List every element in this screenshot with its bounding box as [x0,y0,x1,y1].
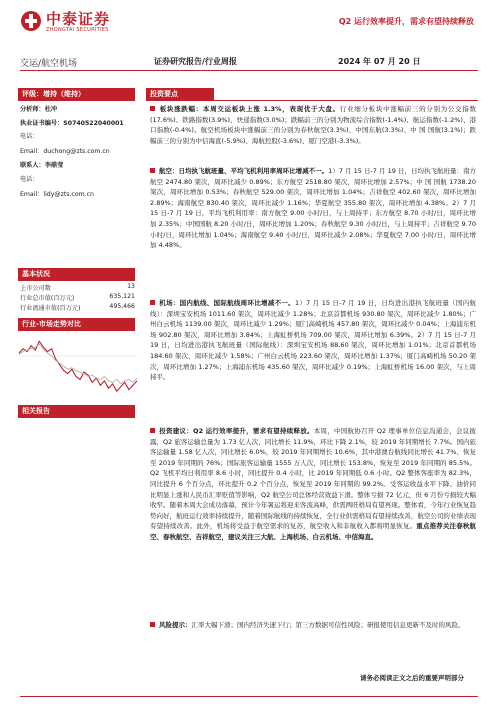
paragraph-airlines: 航空：日均执飞航班量、平均飞机利用率周环比增减不一。1）7 月 15 日-7 月 19 日，日均执飞航班量：南方航空 2474.80 架次，周环比减少 0.89%；东方航空 2518.80 架次，周环比增加 2.57%；中 国 国航 1738.20 架次，周环比增加 0.53%；春秋航空 529.00 架次，周环比增加 1.04%；吉祥航空 402.60 架次，周环比增加 2.89%；海南航空 830.40 架次，周环比减少 1.16%；华夏航空 355.80 架次，周环比增加 4.38%。2）7 月 15 日-7 月 19 日，平均飞机利用率：南方航空 9.00 小时/日，与上周持平；东方航空 8.70 小时/日，周环比增加 2.35%；中国国航 8.20 小时/日，周环比增加 1.20%；春秋航空 9.30 小时/日，与上周持平；吉祥航空 9.70 小时/日，周环比增加 1.04%；海南航空 9.40 小时/日，周环比减少 2.08%；华夏航空 7.00 小时/日，周环比增加 4.48%。 [150,167,476,250]
logo-text-cn: 中泰证券 [46,10,111,28]
report-type: 证券研究报告/行业周报 [154,57,237,66]
basic-info-bar: 基本状况 [18,268,135,281]
contact-name: 联系人：李鼎莹 [20,162,64,169]
rating-bar: 评级：增持（维持） [18,88,135,101]
header-divider [20,70,478,71]
bullet-square-icon [150,106,155,111]
bullet-square-icon [150,428,155,433]
industry-title: 交运/航空机场 [20,59,78,69]
footer-divider [20,696,478,697]
investment-points-rule [214,100,478,101]
company-logo [20,8,150,38]
paragraph-risk-warning: 风险提示：汇率大幅下滑；国内经济失速下行；第三方数据可信性风险；研报使用信息更新不及时的风险。 [150,620,476,631]
paragraph-airports: 机场：国内航线、国际航线周环比增减不一。1）7 月 15 日-7 月 19 日，日均进出港执飞航班量（国内航线）：深圳宝安机场 1011.60 架次，周环比减少 1.28%；北京首都机场 930.80 架次，周环比减少 1.80%；广州白云机场 1139.00 架次，周环比减少 1.29%；厦门高崎机场 457.80 架次，周环比减少 0.04%；上海浦东机场 902.80 架次，周环比增加 3.84%；上海虹桥机场 709.00 架次，周环比增加 6.39%。2）7 月 15 日-7 月 19 日，日均进出港执飞航班量（国际航线）：深圳宝安机场 88.60 架次，周环比增加 1.01%；北京首都机场 184.60 架次，周环比减少 1.58%；广州白云机场 223.60 架次，周环比增加 1.37%；厦门高崎机场 50.20 架次，周环比增加 1.27%；上海浦东机场 435.60 架次，周环比减少 0.19%；上海虹桥机场 16.00 架次，与上周持平。 [150,299,477,382]
contact-email[interactable]: Email：lidy@zts.com.cn [20,191,94,198]
paragraph-investment-advice: 投资建议：Q2 运行效率提升，需求有望持续释放。本周，中国航协召开 Q2 理事单位信息沟通会，会议披露，Q2 旅客运输总量为 1.73 亿人次，同比增长 11.9%，环比下降 2.1%，较 2019 年同期增长 7.7%。国内旅客运输量 1.58 亿人次，同比增长 6.0%，较 2019 年同期增长 10.6%，其中港澳台航线同比增长 41.7%、恢复至 2019 年同期的 76%；国际旅客运输量 1555 万人次，同比增长 153.8%，恢复至 2019 年同期的 85.5%。Q2 飞机平均日利用率 8.6 小时，同比提升 0.4 小时，比 2019 年同期低 0.6 小时。Q2 整体客座率为 82.3%，同比提升 6 个百分点，环比提升 0.2 个百分点，恢复至 2019 年同期的 99.2%。受客运收益水平下降、油价同比明显上涨和人民币汇率贬值等影响，Q2 航空公司总体经营效益下滑。整体亏损 72 亿元，但 6 月份亏损较大幅收窄。随着本周大会成功落幕，预计今年暑运将迎来客流高峰，供需两旺格局有望再现。整体看，今年行业恢复趋势向好，航班运行效率持续提升，随着国际航线的持续恢复，全行业供需格局有望持续改善，航空公司的业绩表现有望持续改善。此外，机场将受益于航空需求的复苏，航空收入和非航收入都将明显恢复。重点推荐关注春秋航空、春秋航空、吉祥航空，建议关注三大航、上海机场、白云机场、中信海直。 [150,427,477,541]
logo-text-en: ZHONGTAI SECURITIES [46,27,109,33]
contact-phone: 电话： [20,176,39,183]
related-reports-bar: 相关报告 [18,405,135,418]
bullet-square-icon [150,168,155,173]
report-title: Q2 运行效率提升，需求有望持续释放 [338,17,474,26]
paragraph-sector-performance: 板块涨跌幅：本周交运板块上涨 1.3%，表现优于大盘。行业细分板块中涨幅前三的分别为公交指数(17.6%)、铁路指数(3.9%)、快递指数(3.0%)；跌幅前三的分别为物流综合指数(-1.4%)、航运指数(-1.2%)、港口指数(-0.4%)。航空机场板块中涨幅前三的分别为春秋航空(3.3%)、中国东航(3.3%)、中 国 国航(3.1%)；跌幅前三的分别为中信海直(-5.9%)、海航控股(-3.6%)、厦门空港(-3.3%)。 [150,105,477,145]
footer-disclaimer: 请务必阅读正文之后的重要声明部分 [360,674,464,682]
chart-series-line-1 [19,341,137,391]
market-trend-chart [16,330,140,404]
bullet-square-icon [150,622,155,627]
investment-points-bar: 投资要点 [146,88,214,101]
analyst-phone: 电话： [20,133,39,140]
trend-bar: 行业-市场走势对比 [18,318,135,331]
report-date: 2024 年 07 月 20 日 [338,57,421,66]
basic-row: 行业总市值(百万元) 635,121 [20,293,135,302]
basic-row: 行业流通市值(百万元) 495,466 [20,303,135,312]
bullet-square-icon [150,300,155,305]
logo-mark-icon [20,10,42,32]
analyst-email[interactable]: Email：duchong@zts.com.cn [20,148,110,155]
license-number: 执业证书编号：S0740522040001 [20,120,124,127]
analyst-name: 分析师：杜冲 [20,106,58,113]
basic-row: 上市公司数 13 [20,283,135,292]
